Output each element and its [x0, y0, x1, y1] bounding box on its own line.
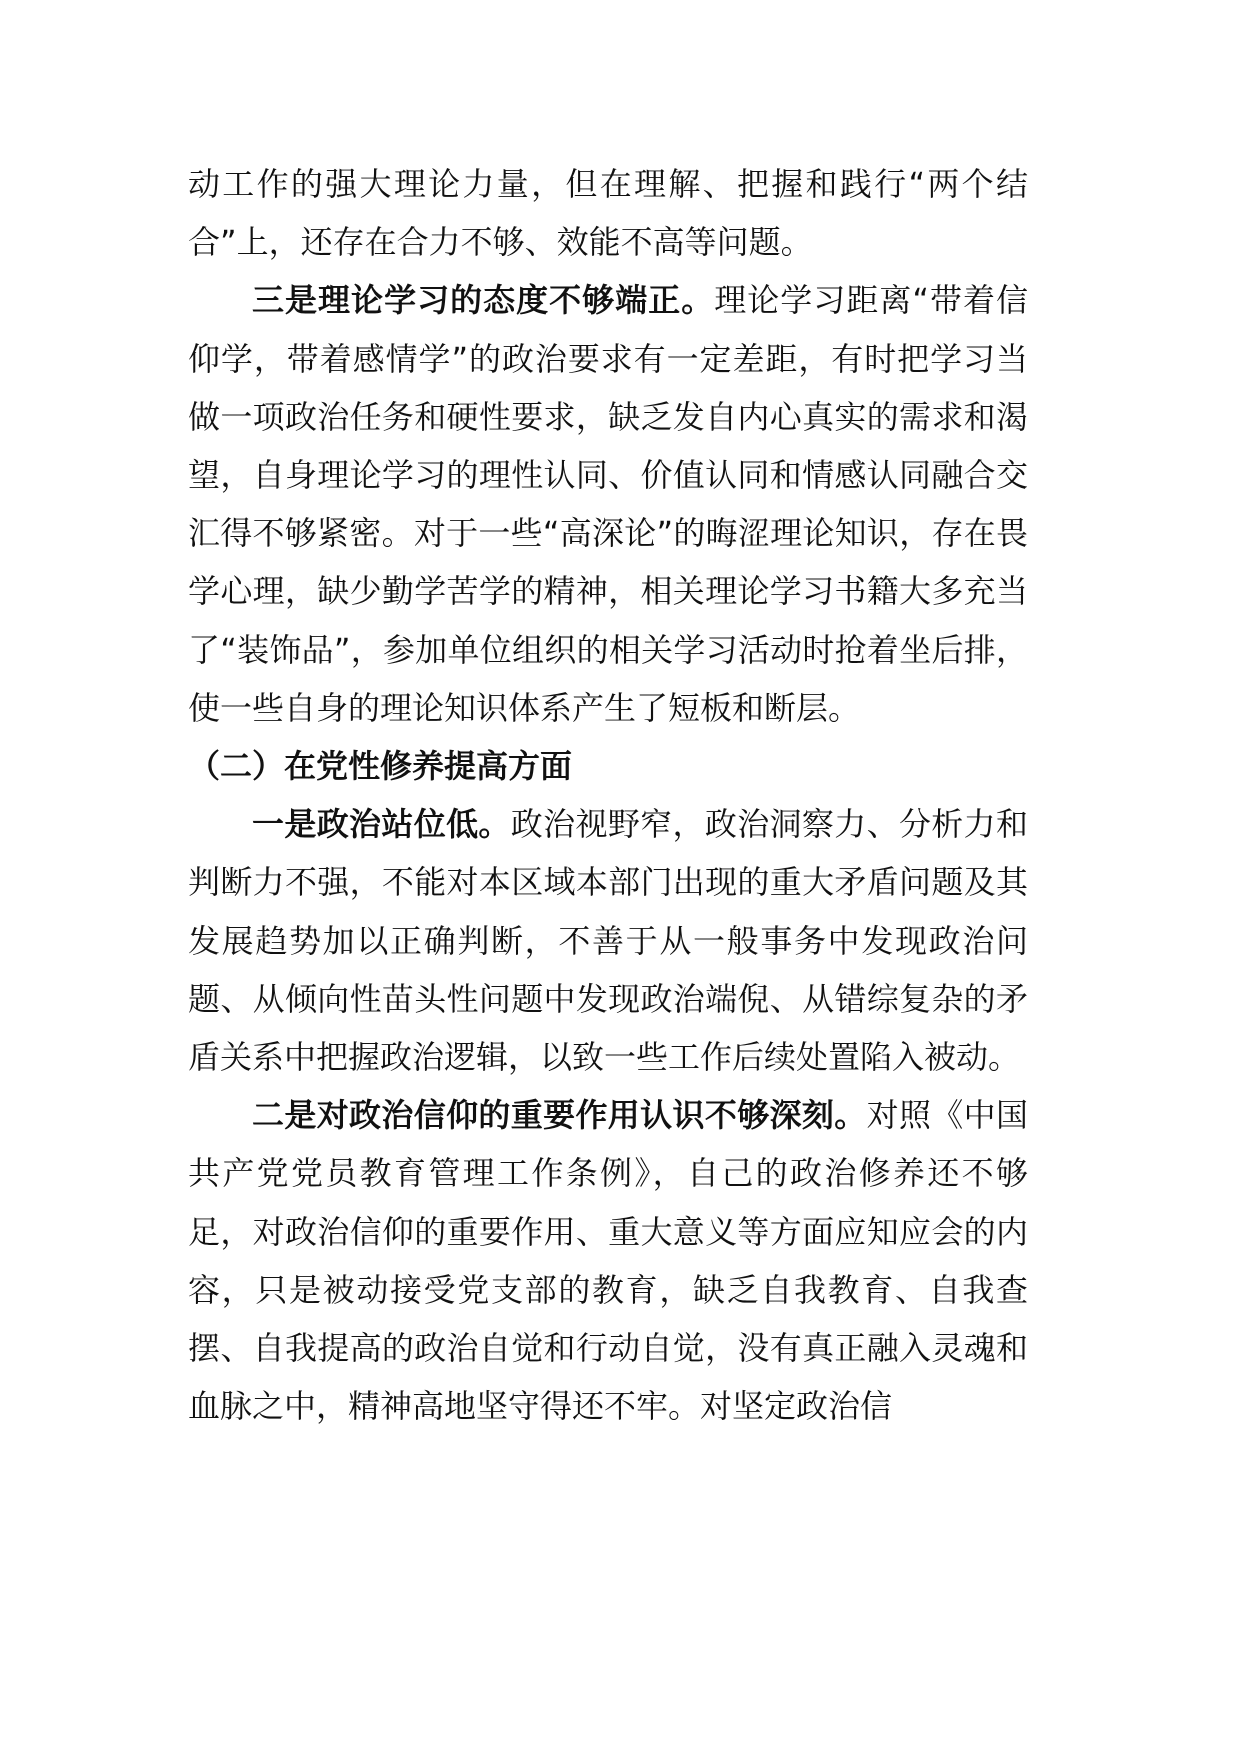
section-heading-text: （二）在党性修养提高方面	[188, 747, 573, 786]
paragraph-lead: 二是对政治信仰的重要作用认识不够深刻。	[252, 1096, 867, 1135]
paragraph-item-2	[188, 1086, 1028, 1435]
paragraph-continuation	[188, 155, 1028, 271]
paragraph-lead: 三是理论学习的态度不够端正。	[252, 281, 715, 320]
paragraph-text: 对照《中国共产党党员教育管理工作条例》，自己的政治修养还不够足，对政治信仰的重要作用、重大意义等方面应知应会的内容，只是被动接受党支部的教育，缺乏自我教育、自我查摆、自我提高的政治自觉和行动自觉，没有真正融入灵魂和血脉之中，精神高地坚守得还不牢。对坚定政治信	[188, 1096, 1028, 1426]
paragraph-item-1	[188, 795, 1028, 1086]
paragraph-item-3	[188, 271, 1028, 737]
paragraph-text: 理论学习距离“带着信仰学，带着感情学”的政治要求有一定差距，有时把学习当做一项政治任务和硬性要求，缺乏发自内心真实的需求和渴望，自身理论学习的理性认同、价值认同和情感认同融合交汇得不够紧密。对于一些“高深论”的晦涩理论知识，存在畏学心理，缺少勤学苦学的精神，相关理论学习书籍大多充当了“装饰品”，参加单位组织的相关学习活动时抢着坐后排，使一些自身的理论知识体系产生了短板和断层。	[188, 281, 1028, 727]
paragraph-lead: 一是政治站位低。	[252, 805, 511, 844]
document-body	[188, 155, 1028, 1435]
section-heading	[188, 737, 1028, 795]
paragraph-text: 政治视野窄，政治洞察力、分析力和判断力不强，不能对本区域本部门出现的重大矛盾问题及其发展趋势加以正确判断，不善于从一般事务中发现政治问题、从倾向性苗头性问题中发现政治端倪、从错综复杂的矛盾关系中把握政治逻辑，以致一些工作后续处置陷入被动。	[188, 805, 1028, 1077]
paragraph-text: 动工作的强大理论力量，但在理解、把握和践行“两个结合”上，还存在合力不够、效能不高等问题。	[188, 165, 1028, 262]
